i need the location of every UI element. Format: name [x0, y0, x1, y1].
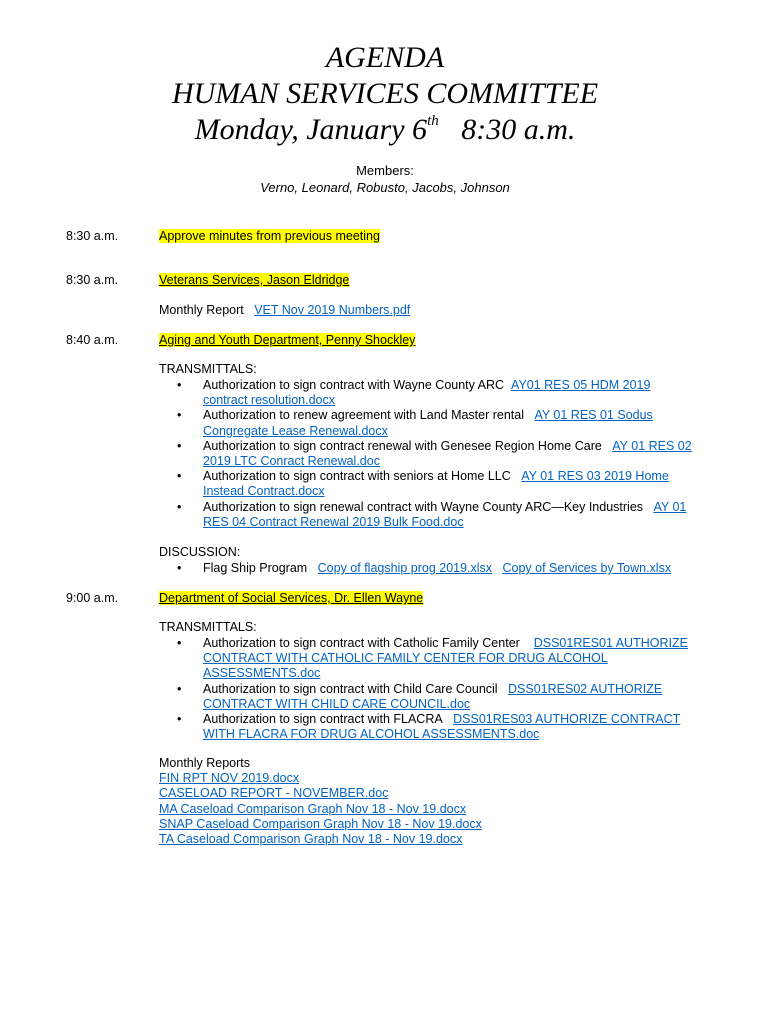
social-services-title[interactable]: Department of Social Services, Dr. Ellen Wayne: [159, 591, 424, 605]
transmittal-link[interactable]: AY 01: [653, 499, 687, 514]
transmittal-link[interactable]: DSS01RES03 AUTHORIZE CONTRACT: [453, 712, 681, 727]
meeting-time: 8:30 a.m.: [461, 113, 576, 146]
list-item: [203, 636, 703, 682]
report-link[interactable]: TA Caseload Comparison Graph Nov 18 - Nov 19.docx: [159, 832, 463, 847]
discussion-list: [159, 561, 703, 576]
report-link[interactable]: FIN RPT NOV 2019.docx: [159, 771, 300, 786]
transmittal-link[interactable]: ASSESSMENTS.doc: [203, 666, 321, 681]
transmittal-link[interactable]: RES 04 Contract Renewal 2019 Bulk Food.doc: [203, 514, 464, 529]
transmittal-link[interactable]: Instead Contract.docx: [203, 484, 325, 499]
transmittal-link[interactable]: contract resolution.docx: [203, 393, 336, 408]
flagship-link[interactable]: Copy of flagship prog 2019.xlsx: [317, 561, 493, 575]
monthly-reports-label: Monthly Reports: [159, 756, 251, 770]
report-link[interactable]: CASELOAD REPORT - NOVEMBER.doc: [159, 786, 389, 801]
transmittals-label: TRANSMITTALS:: [159, 620, 257, 634]
transmittal-text: Authorization to sign renewal contract with Wayne County ARC—Key Industries: [203, 499, 644, 514]
transmittal-text: Authorization to sign contract with Catholic Family Center: [203, 636, 520, 650]
transmittal-link[interactable]: 2019 LTC Conract Renewal.doc: [203, 454, 380, 469]
list-item: [203, 439, 703, 469]
transmittal-link[interactable]: AY 01 RES 02: [612, 438, 692, 453]
transmittals-label: TRANSMITTALS:: [159, 362, 257, 376]
report-link[interactable]: SNAP Caseload Comparison Graph Nov 18 - Nov 19.docx: [159, 816, 482, 831]
transmittal-link[interactable]: CONTRACT WITH CATHOLIC FAMILY CENTER FOR DRUG ALCOHOL: [203, 651, 608, 666]
services-by-town-link[interactable]: Copy of Services by Town.xlsx: [502, 561, 672, 575]
transmittal-link[interactable]: DSS01RES01 AUTHORIZE: [533, 636, 688, 650]
transmittal-text: Authorization to sign contract with FLACRA: [203, 712, 443, 727]
monthly-reports: [159, 756, 482, 847]
list-item: [203, 500, 703, 530]
list-item: [203, 469, 703, 499]
committee-title: HUMAN SERVICES COMMITTEE: [171, 77, 599, 110]
transmittal-link[interactable]: CONTRACT WITH CHILD CARE COUNCIL.doc: [203, 696, 471, 711]
date-suffix: th: [427, 113, 439, 129]
transmittal-link[interactable]: AY01 RES 05 HDM 2019: [511, 378, 651, 392]
list-item: [203, 712, 703, 742]
transmittal-link[interactable]: Congregate Lease Renewal.docx: [203, 423, 388, 438]
members-label: Members:: [356, 163, 414, 178]
monthly-report-row: [159, 303, 410, 317]
list-item: [203, 378, 703, 408]
transmittal-text: Authorization to renew agreement with Land Master rental: [203, 408, 525, 423]
meeting-date: Monday, January 6: [194, 113, 428, 146]
veterans-services-title[interactable]: Veterans Services, Jason Eldridge: [159, 273, 350, 287]
members-list: Verno, Leonard, Robusto, Jacobs, Johnson: [260, 180, 510, 195]
approve-minutes-title: Approve minutes from previous meeting: [159, 229, 380, 243]
discussion-label: DISCUSSION:: [159, 545, 241, 559]
transmittal-text: Authorization to sign contract with Child Care Council: [203, 681, 498, 696]
transmittal-link[interactable]: WITH FLACRA FOR DRUG ALCOHOL ASSESSMENTS.doc: [203, 727, 540, 742]
aging-youth-title[interactable]: Aging and Youth Department, Penny Shockley: [159, 333, 416, 347]
dss-transmittals-list: [159, 636, 703, 742]
list-item: [203, 682, 703, 712]
list-item: [203, 561, 703, 576]
transmittal-text: Authorization to sign contract renewal with Genesee Region Home Care: [203, 438, 602, 453]
transmittal-link[interactable]: DSS01RES02 AUTHORIZE: [508, 681, 663, 696]
agenda-item-title: [159, 273, 349, 287]
discussion-text: Flag Ship Program: [203, 561, 308, 575]
agenda-item-title: [159, 229, 380, 243]
vet-report-link[interactable]: VET Nov 2019 Numbers.pdf: [254, 303, 411, 317]
agenda-title: AGENDA: [325, 41, 445, 74]
item-time: 8:30 a.m.: [66, 273, 119, 287]
item-time: 8:30 a.m.: [66, 229, 119, 243]
item-time: 8:40 a.m.: [66, 333, 119, 347]
agenda-item-title: [159, 591, 423, 605]
aging-transmittals-list: [159, 378, 703, 530]
meeting-date-title: [0, 112, 770, 148]
agenda-item-title: [159, 333, 415, 347]
transmittal-text: Authorization to sign contract with Wayne County ARC: [203, 378, 505, 392]
transmittal-text: Authorization to sign contract with seniors at Home LLC: [203, 469, 511, 484]
transmittal-link[interactable]: AY 01 RES 01 Sodus: [534, 408, 653, 423]
report-link[interactable]: MA Caseload Comparison Graph Nov 18 - Nov 19.docx: [159, 801, 467, 816]
item-time: 9:00 a.m.: [66, 591, 119, 605]
transmittal-link[interactable]: AY 01 RES 03 2019 Home: [521, 469, 669, 484]
list-item: [203, 408, 703, 438]
monthly-report-label: Monthly Report: [159, 303, 244, 317]
